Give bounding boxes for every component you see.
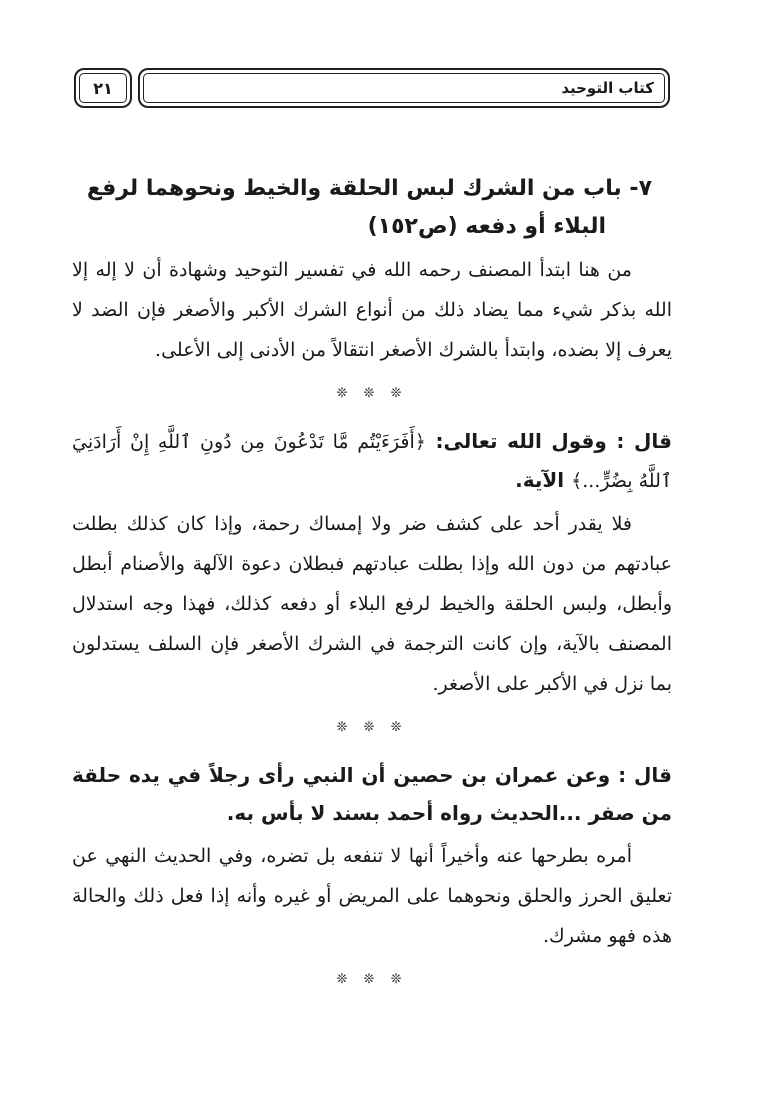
- quote-quran-tail: الآية.: [515, 468, 572, 492]
- quote-quran-lead: قال : وقول الله تعالى:: [425, 429, 672, 453]
- running-header-title-frame: [138, 68, 670, 108]
- section-separator: ❊ ❊ ❊: [336, 972, 408, 987]
- page-number-frame: [74, 68, 132, 108]
- quran-verse: ﴿أَفَرَءَيْتُم مَّا تَدْعُونَ مِن دُونِ ٱللَّهِ إِنْ أَرَادَنِيَ ٱللَّهُ بِضُرٍّ...﴾: [72, 431, 672, 492]
- section-separator: ❊ ❊ ❊: [336, 720, 408, 735]
- commentary-paragraph-2: أمره بطرحها عنه وأخيراً أنها لا تنفعه بل تضره، وفي الحديث النهي عن تعليق الحرز والحلق ونحوهما على المريض أو غيره وأنه إذا فعل ذلك والحالة هذه فهو مشرك.: [72, 845, 672, 947]
- quote-hadith: قال : وعن عمران بن حصين أن النبي رأى رجلاً في يده حلقة من صفر ...الحديث رواه أحمد بسند لا بأس به.: [72, 763, 672, 825]
- page-content: [72, 170, 672, 1008]
- commentary-paragraph-1: فلا يقدر أحد على كشف ضر ولا إمساك رحمة، وإذا كان كذلك بطلت عبادتهم من دون الله وإذا بطلت عبادتهم فبطلان دعوة الآلهة والأصنام أبطل وأبطل، ولبس الحلقة والخيط لرفع البلاء أو دفعه كذلك، فهذا وجه استدلال المصنف بالآية، وإن كانت الترجمة في الشرك الأصغر فإن السلف يستدلون بما نزل في الأكبر على الأصغر.: [72, 513, 672, 695]
- chapter-heading-line-2: البلاء أو دفعه (ص١٥٢): [367, 214, 606, 239]
- chapter-heading-line-1: ٧- باب من الشرك لبس الحلقة والخيط ونحوهما لرفع: [86, 176, 652, 201]
- section-separator: ❊ ❊ ❊: [336, 386, 408, 401]
- running-header-title: كتاب التوحيد: [561, 79, 654, 97]
- intro-paragraph: من هنا ابتدأ المصنف رحمه الله في تفسير التوحيد وشهادة أن لا إله إلا الله بذكر شيء مما يضاد ذلك من أنواع الشرك الأكبر والأصغر فإن الضد لا يعرف إلا بضده، وابتدأ بالشرك الأصغر انتقالاً من الأدنى إلى الأعلى.: [72, 259, 672, 361]
- page-number: ٢١: [93, 78, 113, 98]
- chapter-heading: [72, 170, 672, 246]
- quote-quran: [72, 422, 672, 500]
